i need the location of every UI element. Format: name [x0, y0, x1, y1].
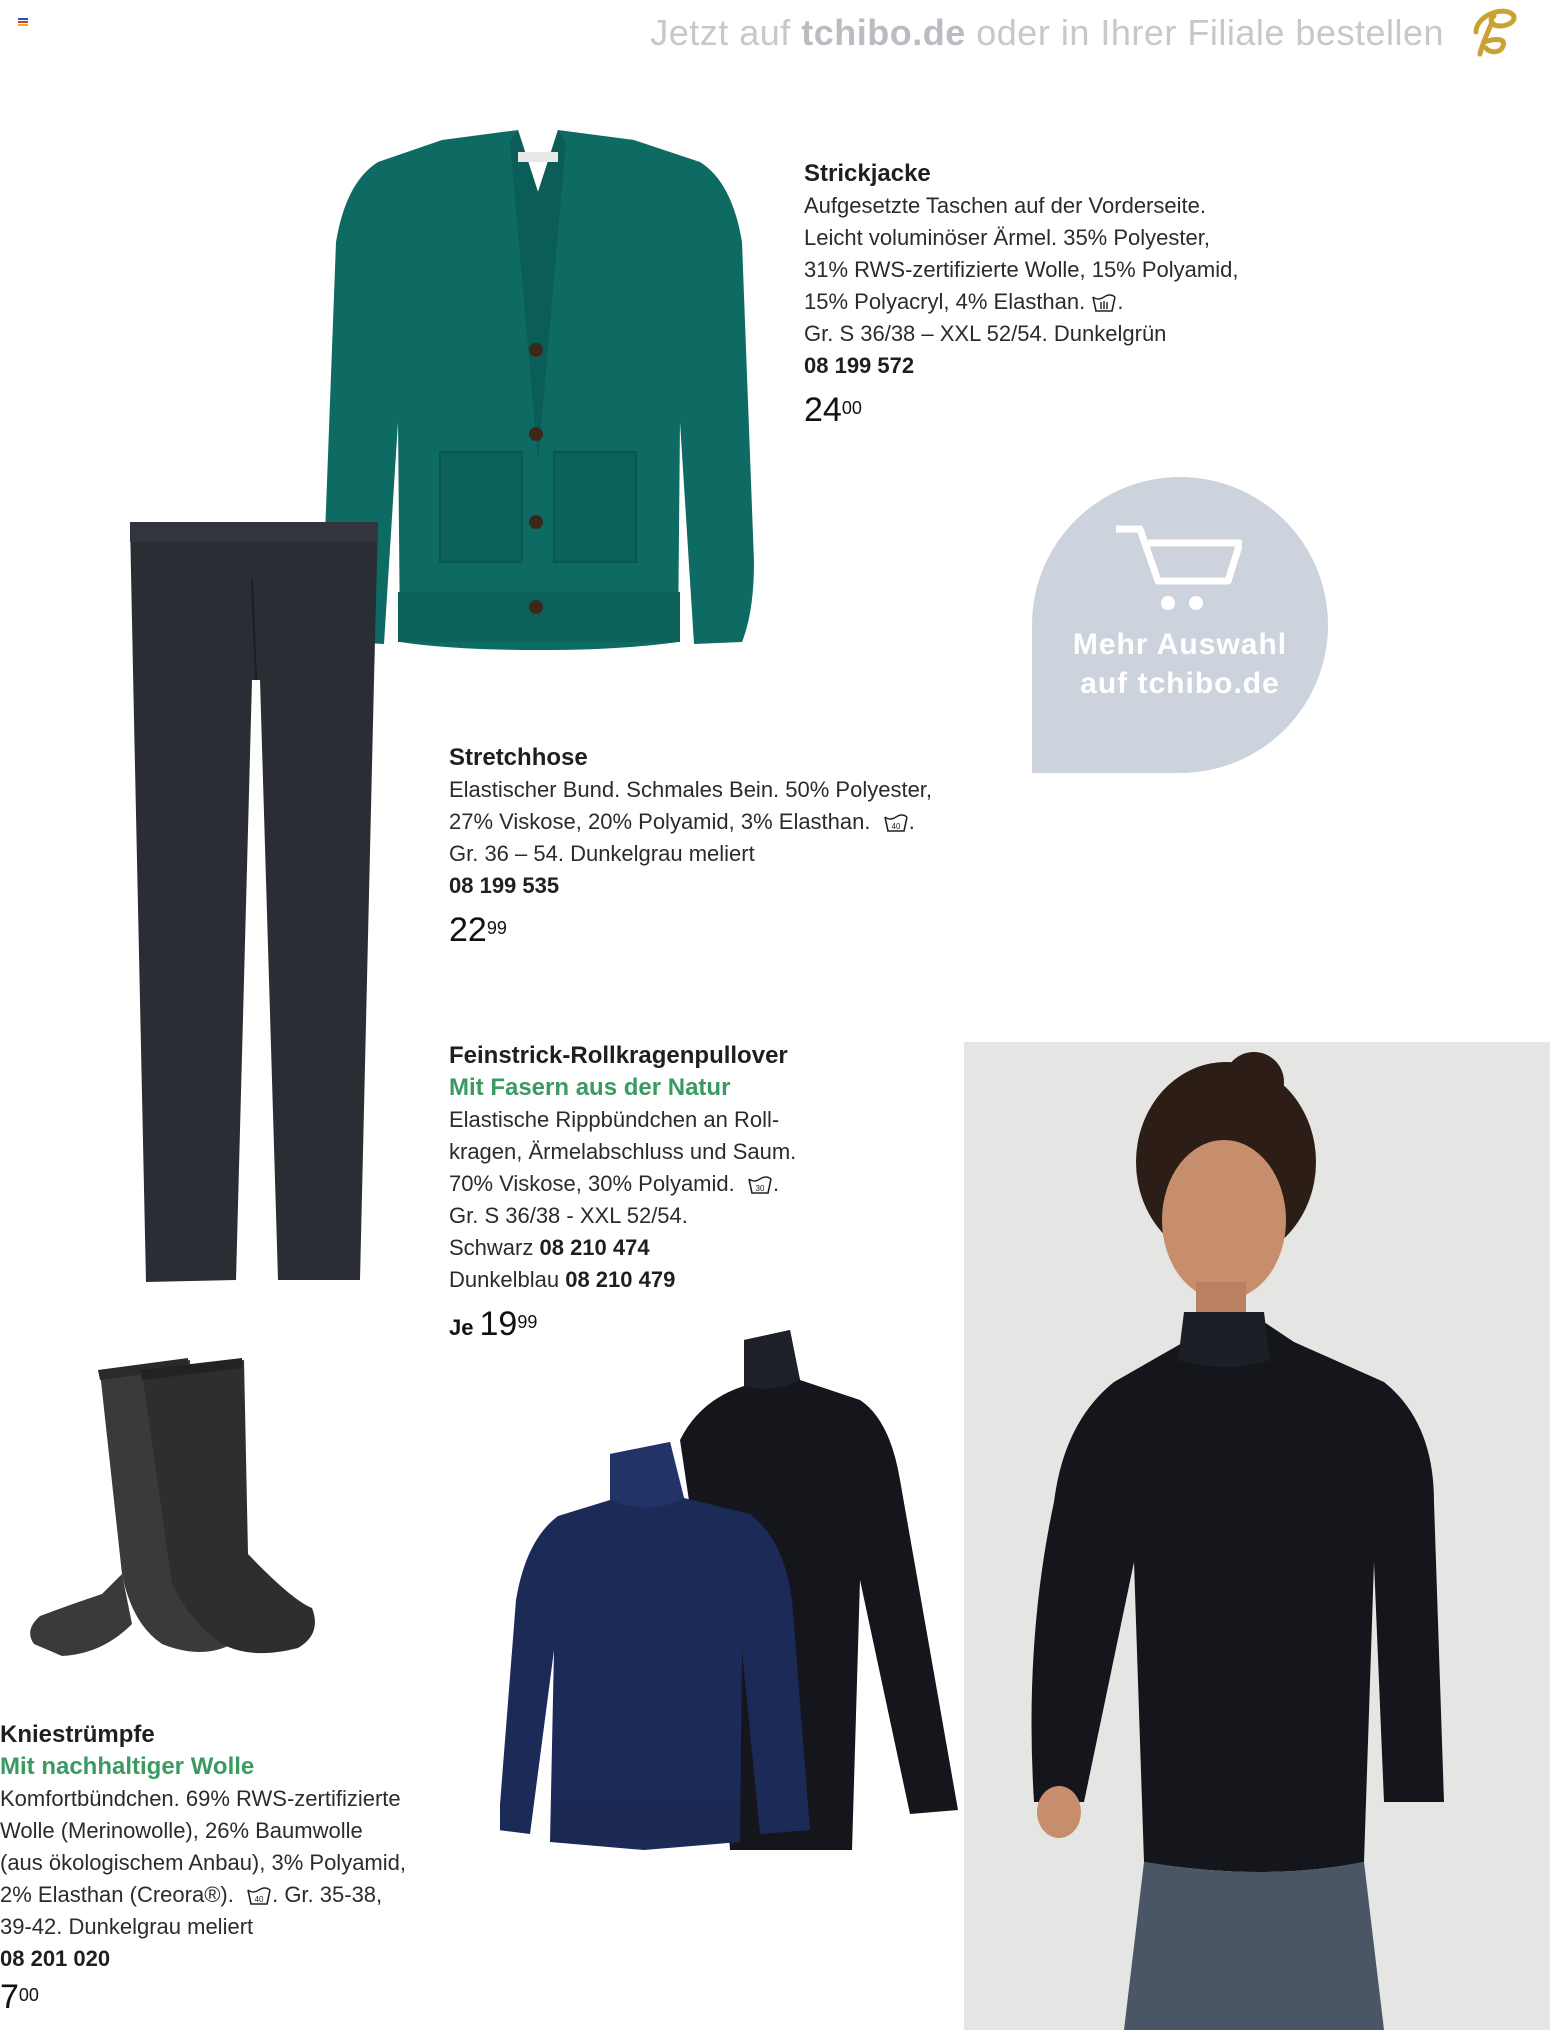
product-material-text: 27% Viskose, 20% Polyamid, 3% Elasthan.: [449, 809, 871, 834]
product-description-line: Leicht voluminöser Ärmel. 35% Polyester,: [804, 225, 1210, 250]
product-stretchhose: [449, 742, 969, 950]
product-description-line: Aufgesetzte Taschen auf der Vorderseite.: [804, 193, 1206, 218]
price-main: 19: [479, 1305, 518, 1343]
product-description-line: Elastischer Bund. Schmales Bein. 50% Polyester,: [449, 777, 933, 802]
product-subtitle: Mit Fasern aus der Natur: [449, 1074, 731, 1101]
price-cents: 99: [517, 1312, 538, 1332]
product-pullover: [449, 1040, 929, 1348]
product-material-text: 70% Viskose, 30% Polyamid.: [449, 1171, 735, 1196]
product-title: Kniestrümpfe: [0, 1721, 155, 1748]
product-description-line: 39-42. Dunkelgrau meliert: [0, 1914, 254, 1939]
page-header: [0, 0, 1550, 70]
product-price: [449, 910, 969, 950]
product-strickjacke: [804, 158, 1274, 430]
model-image: [964, 1042, 1550, 2030]
product-size-text: . Gr. 35-38,: [272, 1882, 383, 1907]
wash-40-icon: [246, 1886, 272, 1906]
flag-icon: [18, 18, 28, 26]
wash-30-icon: [747, 1175, 773, 1195]
product-description-line: Gr. 36 – 54. Dunkelgrau meliert: [449, 841, 755, 866]
price-prefix: Je: [449, 1315, 474, 1340]
article-number: 08 201 020: [0, 1946, 111, 1971]
product-title: Feinstrick-Rollkragenpullover: [449, 1042, 788, 1069]
trousers-image: [128, 520, 380, 1290]
product-subtitle: Mit nachhaltiger Wolle: [0, 1753, 255, 1780]
tagline-brand-link[interactable]: tchibo.de: [801, 12, 966, 53]
product-price: [0, 1977, 450, 2017]
promo-line: auf tchibo.de: [1080, 667, 1280, 700]
article-number: 08 199 535: [449, 873, 560, 898]
hand-wash-icon: [1091, 293, 1117, 313]
article-number: 08 210 479: [565, 1267, 676, 1292]
tchibo-logo-icon[interactable]: [1462, 2, 1522, 62]
tagline-prefix: Jetzt auf: [650, 12, 802, 53]
product-description-line: kragen, Ärmelabschluss und Saum.: [449, 1139, 797, 1164]
promo-line: Mehr Auswahl: [1072, 628, 1288, 661]
tagline-suffix: oder in Ihrer Filiale bestellen: [965, 12, 1444, 53]
product-description-line: 27% Viskose, 20% Polyamid, 3% Elasthan. 40 .: [449, 809, 915, 834]
promo-bubble[interactable]: [1032, 477, 1328, 773]
product-variant: [449, 1232, 929, 1264]
pullover-flatlay-image: [500, 1330, 1010, 1850]
svg-text:40: 40: [891, 822, 901, 832]
header-tagline: [650, 12, 1444, 54]
product-title: Stretchhose: [449, 744, 588, 771]
price-main: 22: [449, 911, 487, 949]
product-title: Strickjacke: [804, 160, 931, 187]
product-price: [804, 390, 1274, 430]
price-cents: 00: [841, 398, 862, 418]
product-description-line: Wolle (Merinowolle), 26% Baumwolle: [0, 1818, 363, 1843]
product-description-line: 15% Polyacryl, 4% Elasthan. .: [804, 289, 1124, 314]
product-material-text: 2% Elasthan (Creora®).: [0, 1882, 234, 1907]
article-number: 08 210 474: [539, 1235, 650, 1260]
model-photo: [964, 1042, 1550, 2030]
product-description-line: 70% Viskose, 30% Polyamid. 30 .: [449, 1171, 780, 1196]
product-description-line: Elastische Rippbündchen an Roll-: [449, 1107, 780, 1132]
price-main: 7: [0, 1978, 19, 2016]
product-description-line: 31% RWS-zertifizierte Wolle, 15% Polyamid,: [804, 257, 1239, 282]
price-cents: 00: [18, 1985, 39, 2005]
product-description-line: Gr. S 36/38 - XXL 52/54.: [449, 1203, 688, 1228]
product-material-text: 15% Polyacryl, 4% Elasthan.: [804, 289, 1086, 314]
wash-40-icon: [883, 813, 909, 833]
product-description-line: Komfortbündchen. 69% RWS-zertifizierte: [0, 1786, 401, 1811]
cardigan-image: [322, 122, 754, 692]
price-cents: 99: [486, 918, 507, 938]
product-description-line: (aus ökologischem Anbau), 3% Polyamid,: [0, 1850, 406, 1875]
variant-color: Schwarz: [449, 1235, 534, 1260]
svg-text:40: 40: [254, 1895, 264, 1905]
product-description-line: Gr. S 36/38 – XXL 52/54. Dunkelgrün: [804, 321, 1167, 346]
socks-image: [22, 1354, 318, 1660]
promo-text: [1032, 625, 1328, 703]
price-main: 24: [804, 391, 842, 429]
shopping-cart-icon: [1112, 521, 1242, 621]
variant-color: Dunkelblau: [449, 1267, 560, 1292]
svg-text:30: 30: [755, 1184, 765, 1194]
article-number: 08 199 572: [804, 353, 915, 378]
product-kniestruempfe: [0, 1719, 450, 2017]
product-description-line: [0, 1879, 450, 1911]
product-variant: [449, 1264, 929, 1296]
